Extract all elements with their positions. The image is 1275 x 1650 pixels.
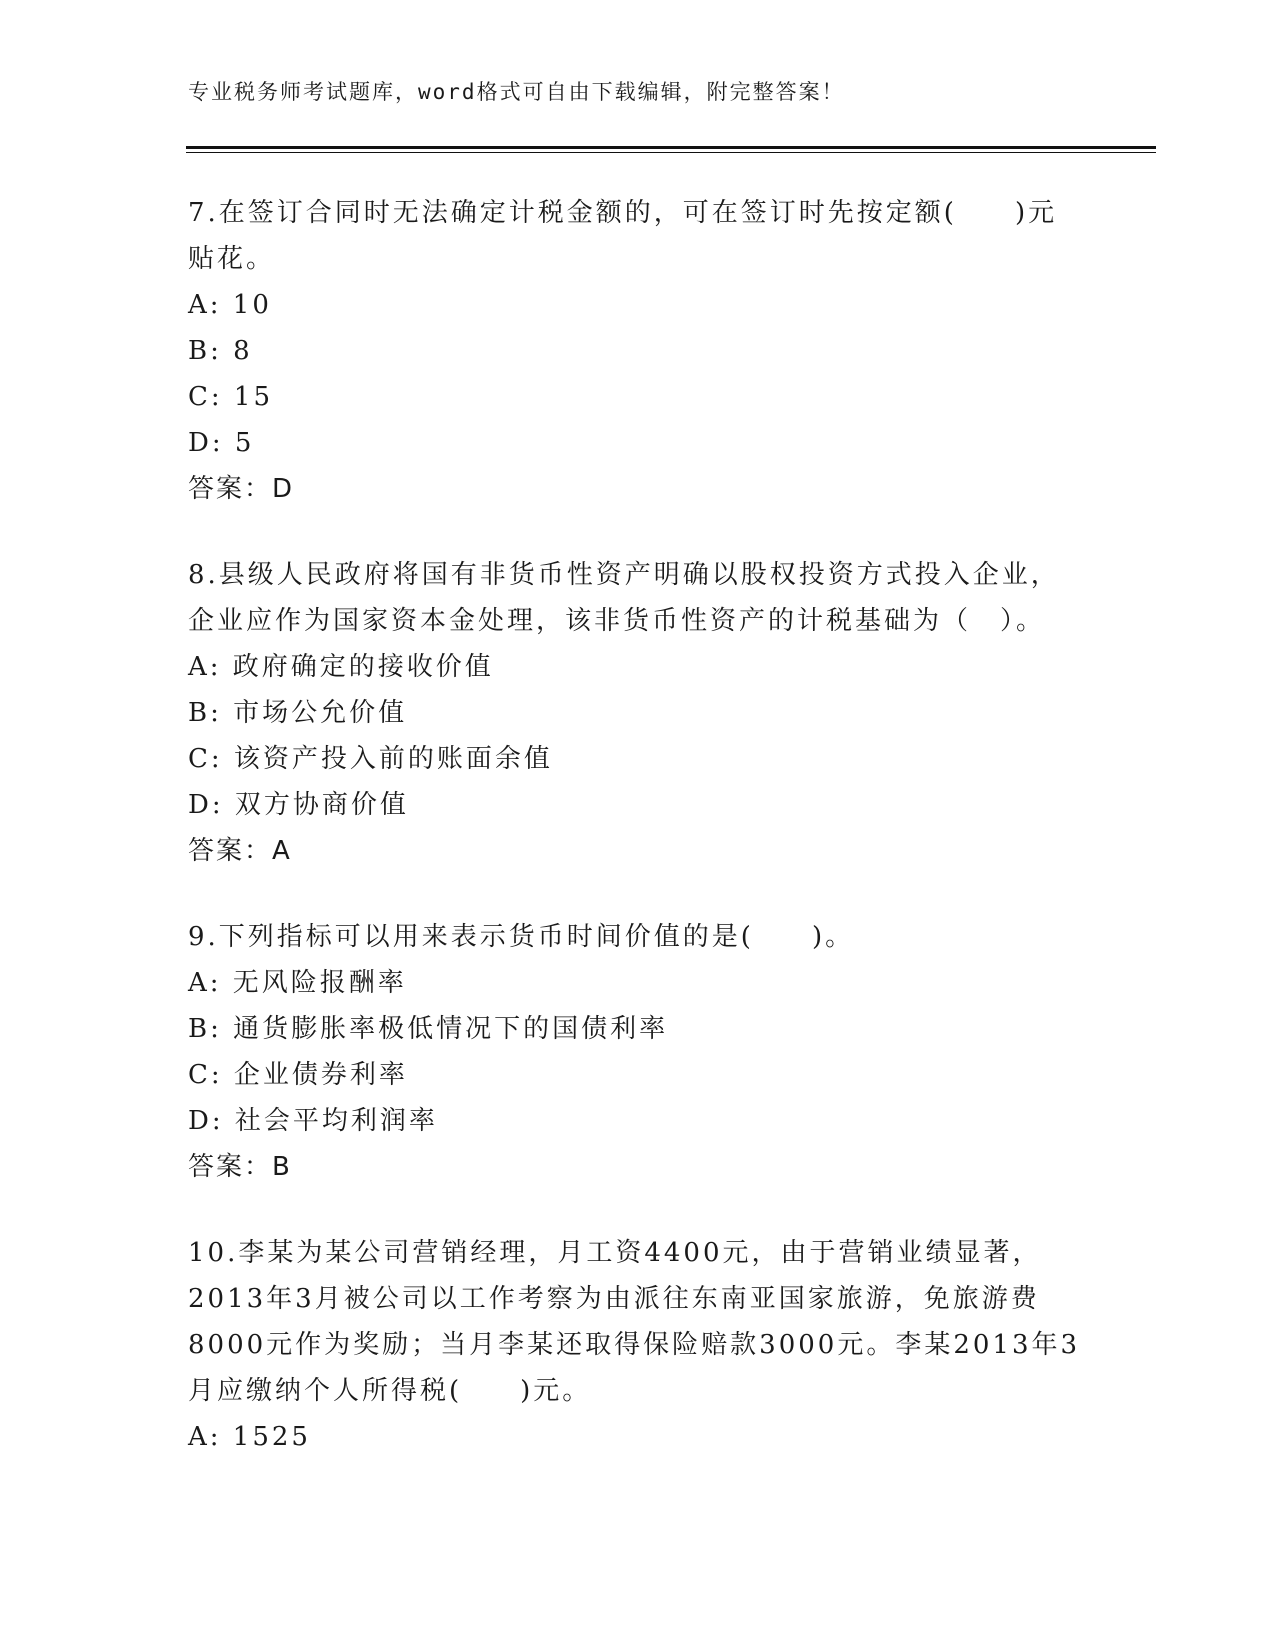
question-7 [188,190,1068,512]
option-d: D: 双方协商价值 [188,790,409,820]
question-text: 10.李某为某公司营销经理，月工资4400元，由于营销业绩显著， [188,1238,1042,1268]
option-b: B: 市场公允价值 [188,698,408,728]
option-c: C: 该资产投入前的账面余值 [188,744,553,774]
answer: 答案：A [188,836,292,866]
option-a: A: 政府确定的接收价值 [188,652,494,682]
question-text: 8000元作为奖励；当月李某还取得保险赔款3000元。李某2013年3 [188,1330,1081,1360]
option-d: D: 5 [188,428,255,458]
question-text: 企业应作为国家资本金处理，该非货币性资产的计税基础为（ ）。 [188,606,1046,636]
answer: 答案：B [188,1152,292,1182]
option-b: B: 8 [188,336,253,366]
header-divider-thin [186,152,1156,153]
option-a: A: 无风险报酬率 [188,968,407,998]
option-a: A: 10 [188,290,272,320]
header-divider-thick [186,146,1156,149]
option-a: A: 1525 [188,1422,311,1452]
question-text: 7.在签订合同时无法确定计税金额的，可在签订时先按定额( )元 [188,198,1058,228]
question-10 [188,1230,1081,1460]
question-text: 2013年3月被公司以工作考察为由派往东南亚国家旅游，免旅游费 [188,1284,1040,1314]
question-text: 贴花。 [188,244,276,274]
question-9 [188,914,1068,1190]
page-header: 专业税务师考试题库，word格式可自由下载编辑，附完整答案！ [188,80,845,104]
option-b: B: 通货膨胀率极低情况下的国债利率 [188,1014,669,1044]
answer: 答案：D [188,474,295,504]
question-text: 9.下列指标可以用来表示货币时间价值的是( )。 [188,922,855,952]
option-c: C: 企业债券利率 [188,1060,408,1090]
question-text: 8.县级人民政府将国有非货币性资产明确以股权投资方式投入企业， [188,560,1060,590]
question-text: 月应缴纳个人所得税( )元。 [188,1376,592,1406]
option-d: D: 社会平均利润率 [188,1106,438,1136]
option-c: C: 15 [188,382,274,412]
question-8 [188,552,1068,874]
